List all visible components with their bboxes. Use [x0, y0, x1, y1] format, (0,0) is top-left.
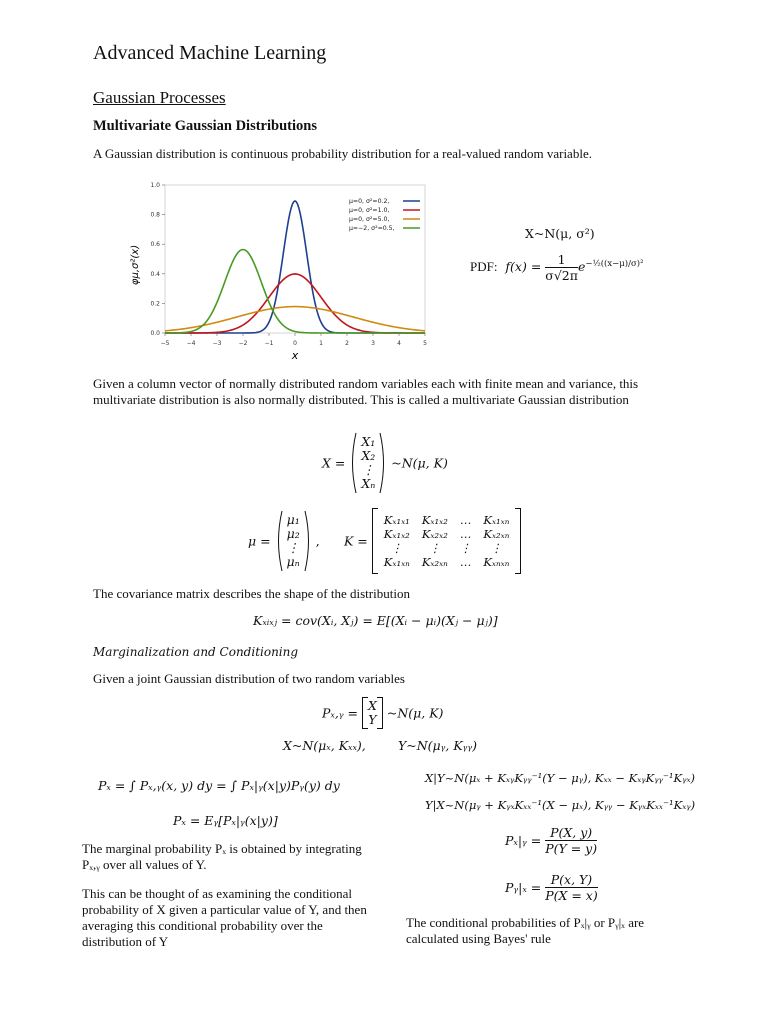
- section-heading: Gaussian Processes: [93, 88, 226, 107]
- k-matrix-cell: …: [459, 555, 472, 569]
- mu-vector-entry: μₙ: [286, 554, 300, 569]
- x-tick-label: 1: [319, 340, 323, 347]
- k-matrix-cell: ⋮: [429, 541, 441, 555]
- x-tick-label: −3: [212, 340, 222, 347]
- pdf-fraction: $\frac{1}{\sigma√2\pi}$: [545, 252, 578, 283]
- k-matrix-cell: …: [459, 513, 472, 527]
- k-matrix-row: [378, 555, 516, 569]
- mu-vector-entry: ⋮: [286, 540, 300, 555]
- intro-paragraph: A Gaussian distribution is continuous probability distribution for a real-valued random variable.: [93, 146, 592, 161]
- chart-ylabel: φμ,σ²(x): [130, 244, 141, 286]
- legend-label: μ=0, σ²=1.0,: [349, 207, 390, 214]
- covariance-text: The covariance matrix describes the shape of the distribution: [93, 586, 410, 601]
- marginal-integral-equation: Pₓ = ∫ Pₓ,ᵧ(x, y) dy = ∫ Pₓ|ᵧ(x|y)Pᵧ(y) dy: [98, 778, 340, 793]
- k-matrix-cell: Kₓ₁ₓₙ: [383, 555, 410, 569]
- x-vector-entry: ⋮: [362, 462, 375, 477]
- y-tick-label: 0.0: [150, 330, 160, 337]
- multivariate-paragraph: Given a column vector of normally distributed random variables each with finite mean and variance, this multivariate distribution is also normally distributed. This is called a multivariate Gaussian distribution: [93, 376, 639, 407]
- subsection-heading: Multivariate Gaussian Distributions: [93, 118, 317, 134]
- k-matrix-cell: ⋮: [459, 541, 472, 555]
- pdf-equation: [470, 252, 644, 283]
- x-vector-entries: [361, 435, 375, 491]
- covariance-equation: Kₓᵢₓⱼ = cov(Xᵢ, Xⱼ) = E[(Xᵢ − μᵢ)(Xⱼ − μⱼ)]: [253, 613, 498, 628]
- conditional-y-given-x: Y|X~N(μᵧ + KᵧₓKₓₓ⁻¹(X − μₓ), Kᵧᵧ − KᵧₓKₓₓ⁻¹Kₓᵧ): [425, 798, 696, 812]
- joint-text: Given a joint Gaussian distribution of two random variables: [93, 671, 405, 686]
- k-matrix-row: [378, 513, 516, 527]
- x-tick-label: 2: [345, 340, 349, 347]
- marginalization-heading: Marginalization and Conditioning: [93, 645, 299, 659]
- k-matrix-cell: …: [459, 527, 472, 541]
- x-tick-label: 5: [423, 340, 427, 347]
- mu-vector-entry: μ₂: [286, 526, 300, 541]
- k-matrix-row: [378, 541, 516, 555]
- k-matrix-cell: Kₓ₁ₓ₂: [383, 527, 410, 541]
- series-line: [165, 250, 425, 334]
- y-tick-label: 1.0: [150, 182, 160, 189]
- conditional-x-given-y: X|Y~N(μₓ + KₓᵧKᵧᵧ⁻¹(Y − μᵧ), Kₓₓ − KₓᵧKᵧᵧ⁻¹Kᵧₓ): [425, 771, 696, 785]
- x-tick-label: 4: [397, 340, 401, 347]
- bayes-x-given-y: Pₓ|ᵧ = $\frac{P(X, y)}{P(Y = y)}$: [505, 825, 598, 856]
- legend-label: μ=0, σ²=5.0,: [349, 216, 390, 223]
- x-tick-label: −1: [264, 340, 274, 347]
- k-matrix-equation: K = Kₓ₁ₓ₁ Kₓ₁ₓ₂ … Kₓ₁ₓₙ Kₓ₁ₓ₂ Kₓ₂ₓ₂ … Kₓ₂ₓₙ ⋮ ⋮ ⋮ ⋮ Kₓ₁ₓₙ Kₓ₂ₓₙ … Kₓₙₓₙ: [344, 508, 521, 574]
- marginal-expectation-equation: Pₓ = Eᵧ[Pₓ|ᵧ(x|y)]: [173, 813, 278, 828]
- document-title: Advanced Machine Learning: [93, 42, 327, 64]
- marginal-paragraph-2: This can be thought of as examining the conditional probability of X given a particular value of Y, and then averaging this conditional probability over the distribution of Y: [82, 886, 367, 949]
- y-tick-label: 0.4: [150, 270, 160, 278]
- y-tick-label: 0.6: [150, 241, 160, 249]
- pdf-exp-base: e: [577, 259, 586, 274]
- y-marginal-dist: Y~N(μᵧ, Kᵧᵧ): [398, 738, 477, 753]
- mu-vector-entry: μ₁: [286, 512, 300, 527]
- k-matrix-cell: Kₓ₁ₓₙ: [483, 513, 510, 527]
- x-vector-entry: X₂: [361, 448, 376, 463]
- marginal-paragraph-1: The marginal probability Pₓ is obtained by integrating Pₓ,ᵧ over all values of Y.: [82, 841, 362, 872]
- x-tick-label: −5: [160, 340, 170, 347]
- bayes-paragraph: The conditional probabilities of Pₓ|ᵧ or Pᵧ|ₓ are calculated using Bayes' rule: [406, 915, 645, 946]
- mu-vector-equation: μ = μ₁ μ₂ ⋮ μₙ ,: [248, 512, 320, 569]
- x-vector-equation: X = X₁ X₂ ⋮ Xₙ ~N(μ, K): [322, 434, 448, 491]
- k-matrix-cell: Kₓ₂ₓₙ: [421, 555, 448, 569]
- k-matrix-cell: Kₓ₁ₓ₂: [421, 513, 448, 527]
- x-marginal-dist: X~N(μₓ, Kₓₓ),: [283, 738, 366, 753]
- pdf-exponent: −½((x−μ)/σ)²: [585, 258, 644, 269]
- k-matrix-cell: ⋮: [391, 541, 403, 555]
- x-tick-label: −2: [238, 340, 248, 347]
- normal-distribution-chart: [125, 175, 435, 365]
- x-tick-label: 3: [371, 340, 375, 347]
- y-tick-label: 0.2: [150, 300, 160, 308]
- x-tick-label: −4: [186, 340, 196, 347]
- k-matrix-cell: Kₓ₂ₓ₂: [421, 527, 448, 541]
- mu-vector-entries: [287, 513, 300, 569]
- chart-xlabel: x: [291, 349, 299, 362]
- k-matrix-row: [378, 527, 516, 541]
- x-tick-label: 0: [293, 340, 297, 347]
- legend-label: μ=0, σ²=0.2,: [349, 198, 390, 205]
- chart-legend: [349, 198, 420, 232]
- series-line: [165, 307, 425, 331]
- x-vector-entry: Xₙ: [361, 476, 376, 491]
- x-vector-entry: X₁: [361, 434, 376, 449]
- k-matrix-cell: ⋮: [490, 541, 503, 555]
- normal-dist-notation: X~N(μ, σ²): [525, 226, 595, 241]
- k-matrix-cell: Kₓₙₓₙ: [483, 555, 510, 569]
- pdf-label: PDF:: [470, 259, 498, 274]
- joint-equation: Pₓ,ᵧ = X Y ~N(μ, K): [322, 698, 444, 727]
- k-matrix-cell: Kₓ₁ₓ₁: [383, 513, 410, 527]
- legend-label: μ=−2, σ²=0.5,: [349, 225, 395, 232]
- y-tick-label: 0.8: [150, 211, 160, 219]
- k-matrix: [378, 513, 516, 569]
- k-matrix-cell: Kₓ₂ₓₙ: [483, 527, 510, 541]
- pdf-lhs: f(x) =: [505, 259, 542, 274]
- bayes-y-given-x: Pᵧ|ₓ = $\frac{P(x, Y)}{P(X = x)}$: [505, 872, 598, 903]
